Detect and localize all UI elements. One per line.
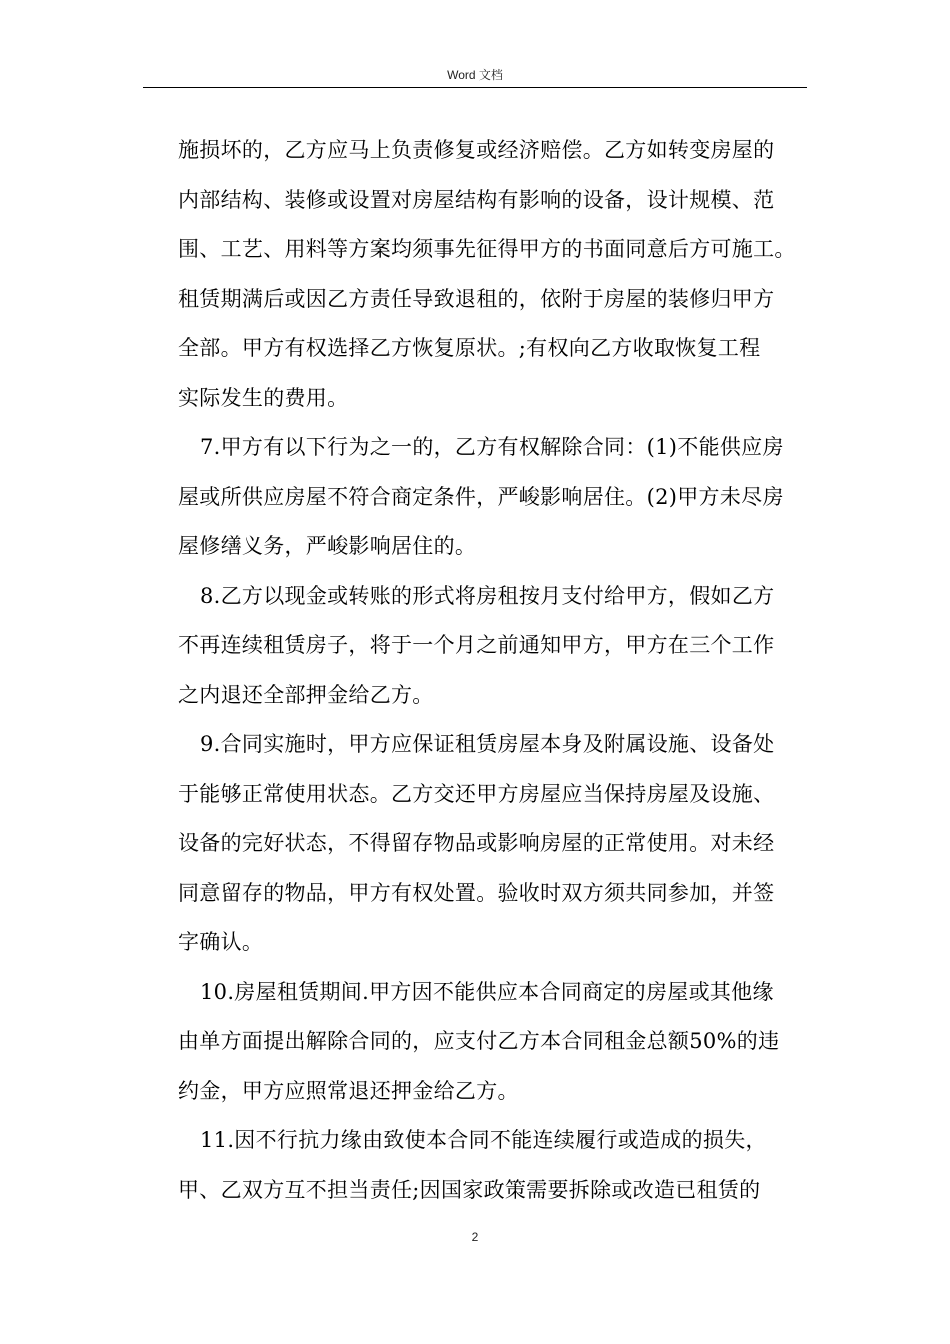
text-line: 于能够正常使用状态。乙方交还甲方房屋应当保持房屋及设施、 — [178, 781, 775, 806]
text-line: 屋或所供应房屋不符合商定条件，严峻影响居住。(2)甲方未尽房 — [178, 484, 784, 509]
page-header: Word 文档 — [447, 68, 503, 82]
text-line: 内部结构、装修或设置对房屋结构有影响的设备，设计规模、范 — [178, 187, 775, 212]
text-line: 实际发生的费用。 — [178, 385, 349, 410]
text-line: 不再连续租赁房子，将于一个月之前通知甲方，甲方在三个工作 — [178, 633, 775, 657]
text-line: 之内退还全部押金给乙方。 — [178, 682, 434, 707]
text-line: 租赁期满后或因乙方责任导致退租的，依附于房屋的装修归甲方 — [178, 286, 775, 311]
header-divider — [143, 87, 807, 88]
text-line: 设备的完好状态，不得留存物品或影响房屋的正常使用。对未经 — [178, 831, 775, 855]
clause-9-line: 9.合同实施时，甲方应保证租赁房屋本身及附属设施、设备处 — [200, 732, 775, 756]
clause-11-line: 11.因不行抗力缘由致使本合同不能连续履行或造成的损失， — [200, 1128, 767, 1152]
text-line: 字确认。 — [178, 930, 264, 954]
clause-7-line: 7.甲方有以下行为之一的，乙方有权解除合同：(1)不能供应房 — [200, 435, 784, 459]
text-line: 围、工艺、用料等方案均须事先征得甲方的书面同意后方可施工。 — [178, 237, 796, 261]
text-line: 屋修缮义务，严峻影响居住的。 — [178, 534, 477, 558]
text-line: 由单方面提出解除合同的，应支付乙方本合同租金总额50%的违 — [178, 1029, 780, 1053]
page-number: 2 — [471, 1230, 479, 1244]
text-line: 约金，甲方应照常退还押金给乙方。 — [178, 1078, 519, 1103]
text-line: 施损坏的，乙方应马上负责修复或经济赔偿。乙方如转变房屋的 — [178, 138, 775, 162]
clause-8-line: 8.乙方以现金或转账的形式将房租按月支付给甲方，假如乙方 — [200, 583, 775, 608]
clause-10-line: 10.房屋租赁期间.甲方因不能供应本合同商定的房屋或其他缘 — [200, 979, 774, 1004]
text-line: 全部。甲方有权选择乙方恢复原状。;有权向乙方收取恢复工程 — [178, 336, 761, 360]
text-line: 甲、乙双方互不担当责任;因国家政策需要拆除或改造已租赁的 — [178, 1177, 761, 1202]
text-line: 同意留存的物品，甲方有权处置。验收时双方须共同参加，并签 — [178, 880, 775, 905]
document-body — [178, 126, 818, 1215]
